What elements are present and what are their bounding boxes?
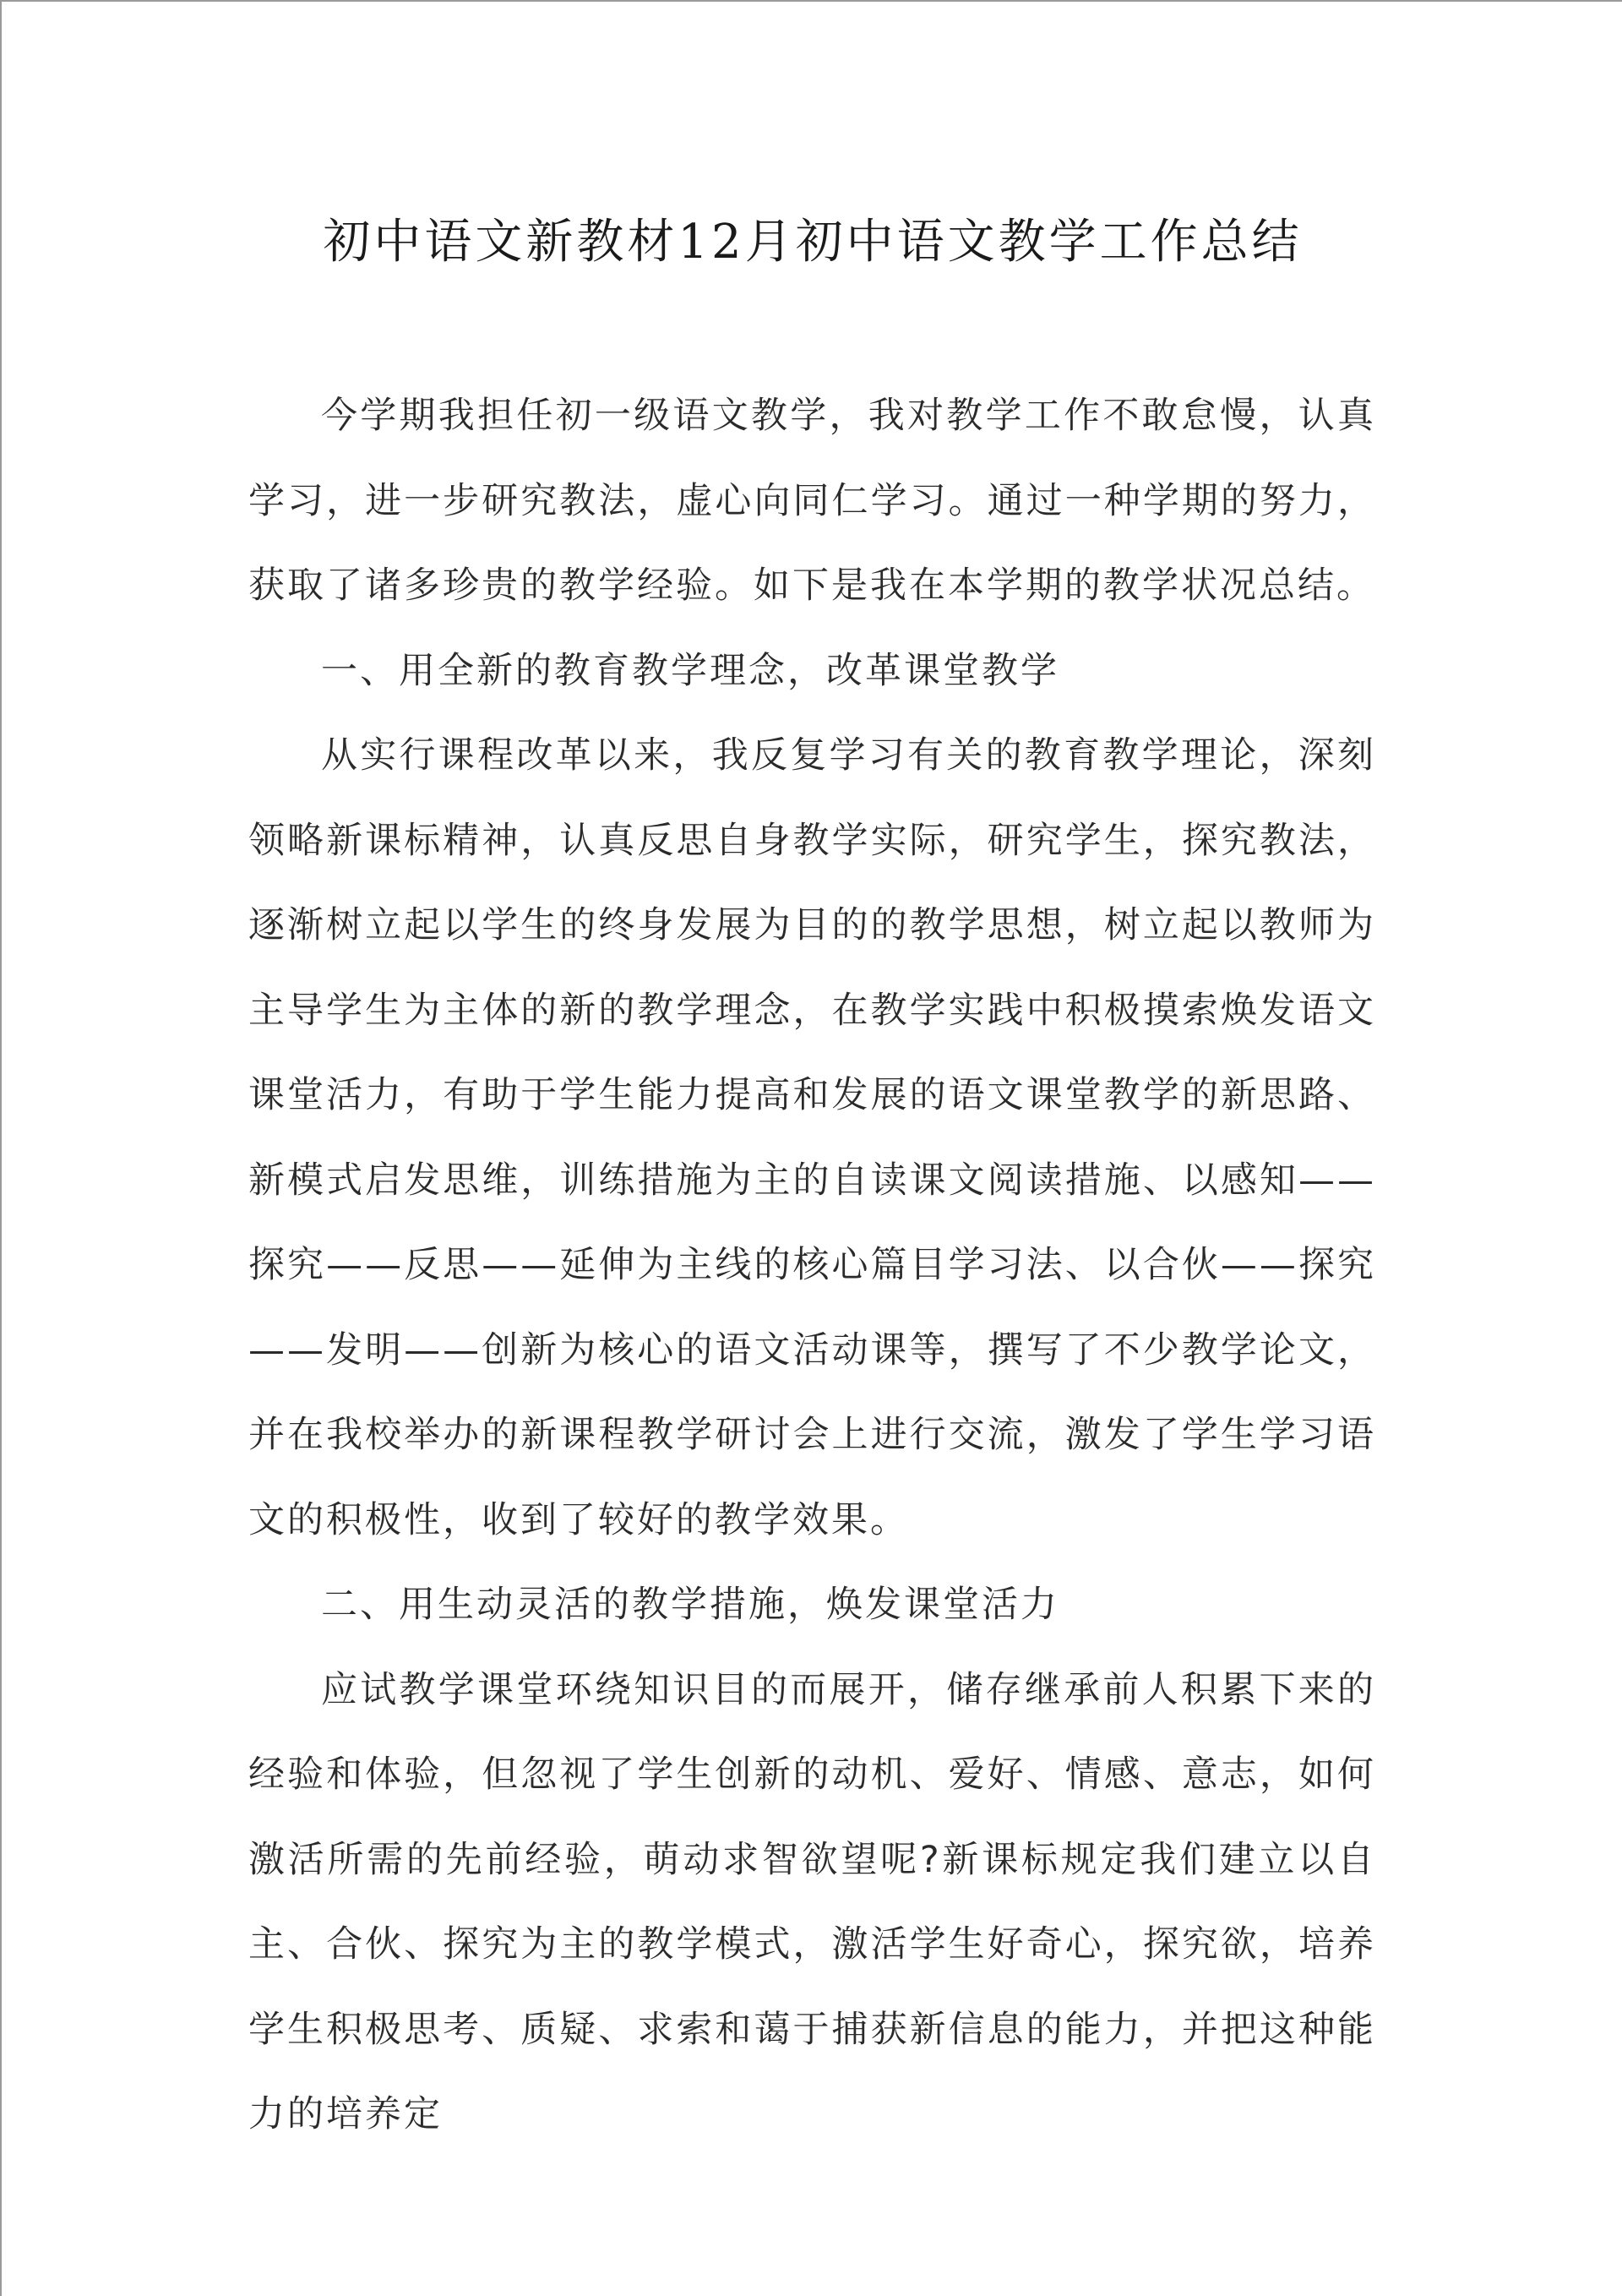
document-title: 初中语文新教材12月初中语文教学工作总结: [323, 215, 1303, 270]
paragraph-intro: 今学期我担任初一级语文教学，我对教学工作不敢怠慢，认真学习，进一步研究教法，虚心向同仁学习。通过一种学期的努力，获取了诸多珍贵的教学经验。如下是我在本学期的教学状况总结。: [248, 395, 1376, 607]
paragraph-section-2: 应试教学课堂环绕知识目的而展开，储存继承前人积累下来的经验和体验，但忽视了学生创新的动机、爱好、情感、意志，如何激活所需的先前经验，萌动求智欲望呢?新课标规定我们建立以自主、合伙、探究为主的教学模式，激活学生好奇心，探究欲，培养学生积极思考、质疑、求索和蔼于捕获新信息的能力，并把这种能力的培养定: [248, 1668, 1376, 2135]
paragraph-section-1: 从实行课程改革以来，我反复学习有关的教育教学理论，深刻领略新课标精神，认真反思自身教学实际，研究学生，探究教法，逐渐树立起以学生的终身发展为目的的教学思想，树立起以教师为主导学生为主体的新的教学理念，在教学实践中积极摸索焕发语文课堂活力，有助于学生能力提高和发展的语文课堂教学的新思路、新模式启发思维，训练措施为主的自读课文阅读措施、以感知——探究——反思——延伸为主线的核心篇目学习法、以合伙——探究——发明——创新为核心的语文活动课等，撰写了不少教学论文，并在我校举办的新课程教学研讨会上进行交流，激发了学生学习语文的积极性，收到了较好的教学效果。: [248, 734, 1376, 1541]
section-heading-2: 二、用生动灵活的教学措施，焕发课堂活力: [321, 1584, 1059, 1626]
document-body: [248, 374, 1376, 2157]
section-heading-1: 一、用全新的教育教学理念，改革课堂教学: [321, 649, 1059, 692]
